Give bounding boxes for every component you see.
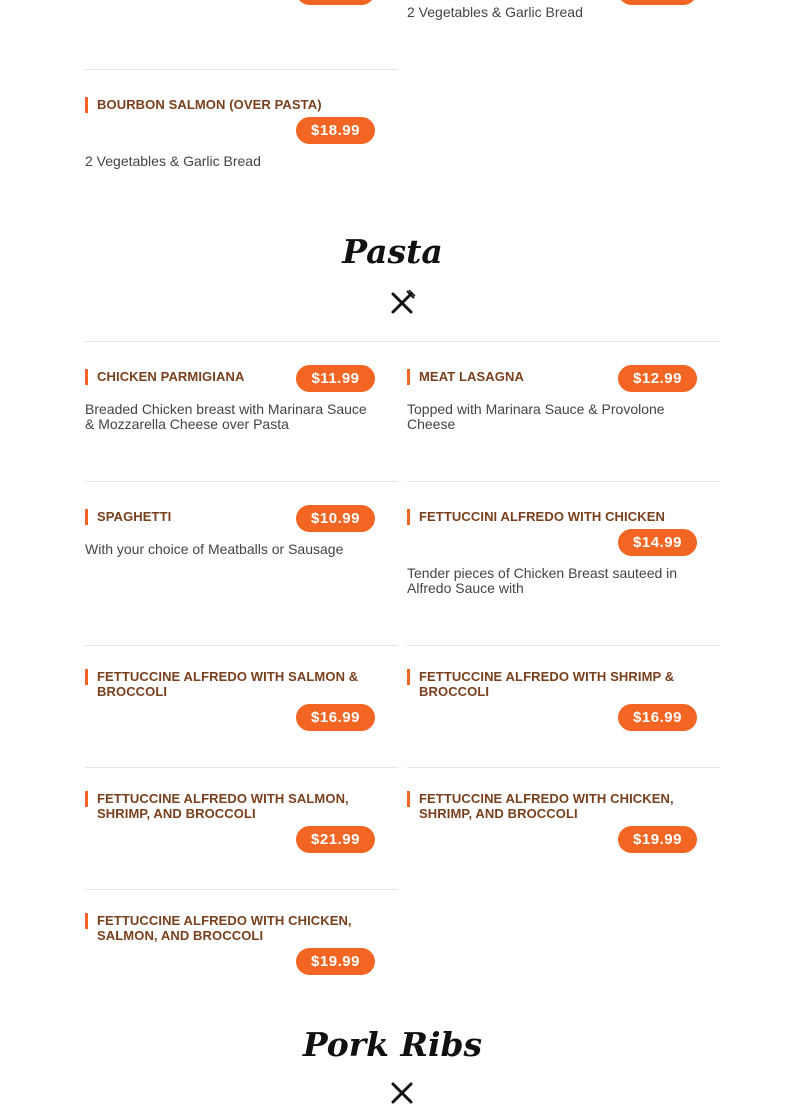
section-title-pork-ribs: Pork Ribs bbox=[302, 1025, 483, 1064]
item-title: FETTUCCINE ALFREDO WITH SALMON & BROCCOLI bbox=[97, 669, 367, 699]
price-badge: $21.99 bbox=[296, 826, 375, 853]
item-description: Tender pieces of Chicken Breast sauteed in Alfredo Sauce with bbox=[407, 565, 678, 596]
item-title: CHICKEN PARMIGIANA bbox=[97, 369, 287, 384]
divider bbox=[85, 767, 398, 768]
price-badge: $16.99 bbox=[618, 704, 697, 731]
item-title: MEAT LASAGNA bbox=[419, 369, 609, 384]
item-title: FETTUCCINE ALFREDO WITH SHRIMP & BROCCOLI bbox=[419, 669, 689, 699]
divider bbox=[85, 481, 398, 482]
price-badge: $14.99 bbox=[618, 529, 697, 556]
divider bbox=[407, 645, 720, 646]
item-description: 2 Vegetables & Garlic Bread bbox=[407, 4, 583, 20]
item-description: With your choice of Meatballs or Sausage bbox=[85, 541, 344, 557]
item-title: FETTUCCINI ALFREDO WITH CHICKEN bbox=[419, 509, 697, 524]
price-badge: $10.99 bbox=[296, 505, 375, 532]
price-badge: $19.99 bbox=[296, 948, 375, 975]
divider bbox=[85, 645, 398, 646]
fork-knife-icon bbox=[390, 1079, 416, 1105]
divider bbox=[85, 69, 398, 70]
item-title: BOURBON SALMON (OVER PASTA) bbox=[97, 97, 367, 112]
item-description: 2 Vegetables & Garlic Bread bbox=[85, 153, 261, 169]
price-badge: $19.99 bbox=[618, 826, 697, 853]
item-title: FETTUCCINE ALFREDO WITH SALMON, SHRIMP, AND BROCCOLI bbox=[97, 791, 367, 821]
divider bbox=[407, 767, 720, 768]
item-description: Topped with Marinara Sauce & Provolone Cheese bbox=[407, 401, 665, 432]
divider bbox=[407, 481, 720, 482]
price-badge: $18.99 bbox=[296, 117, 375, 144]
item-title: FETTUCCINE ALFREDO WITH CHICKEN, SALMON, AND BROCCOLI bbox=[97, 913, 367, 943]
item-title: FETTUCCINE ALFREDO WITH CHICKEN, SHRIMP, AND BROCCOLI bbox=[419, 791, 689, 821]
divider bbox=[85, 889, 398, 890]
fork-knife-icon bbox=[390, 289, 416, 315]
price-badge-partial-left bbox=[296, 0, 375, 5]
section-title-pasta: Pasta bbox=[342, 232, 443, 271]
divider bbox=[85, 341, 720, 342]
price-badge: $12.99 bbox=[618, 365, 697, 392]
item-description: Breaded Chicken breast with Marinara Sauce & Mozzarella Cheese over Pasta bbox=[85, 401, 367, 432]
price-badge: $16.99 bbox=[296, 704, 375, 731]
item-title: SPAGHETTI bbox=[97, 509, 287, 524]
price-badge: $11.99 bbox=[296, 365, 375, 392]
